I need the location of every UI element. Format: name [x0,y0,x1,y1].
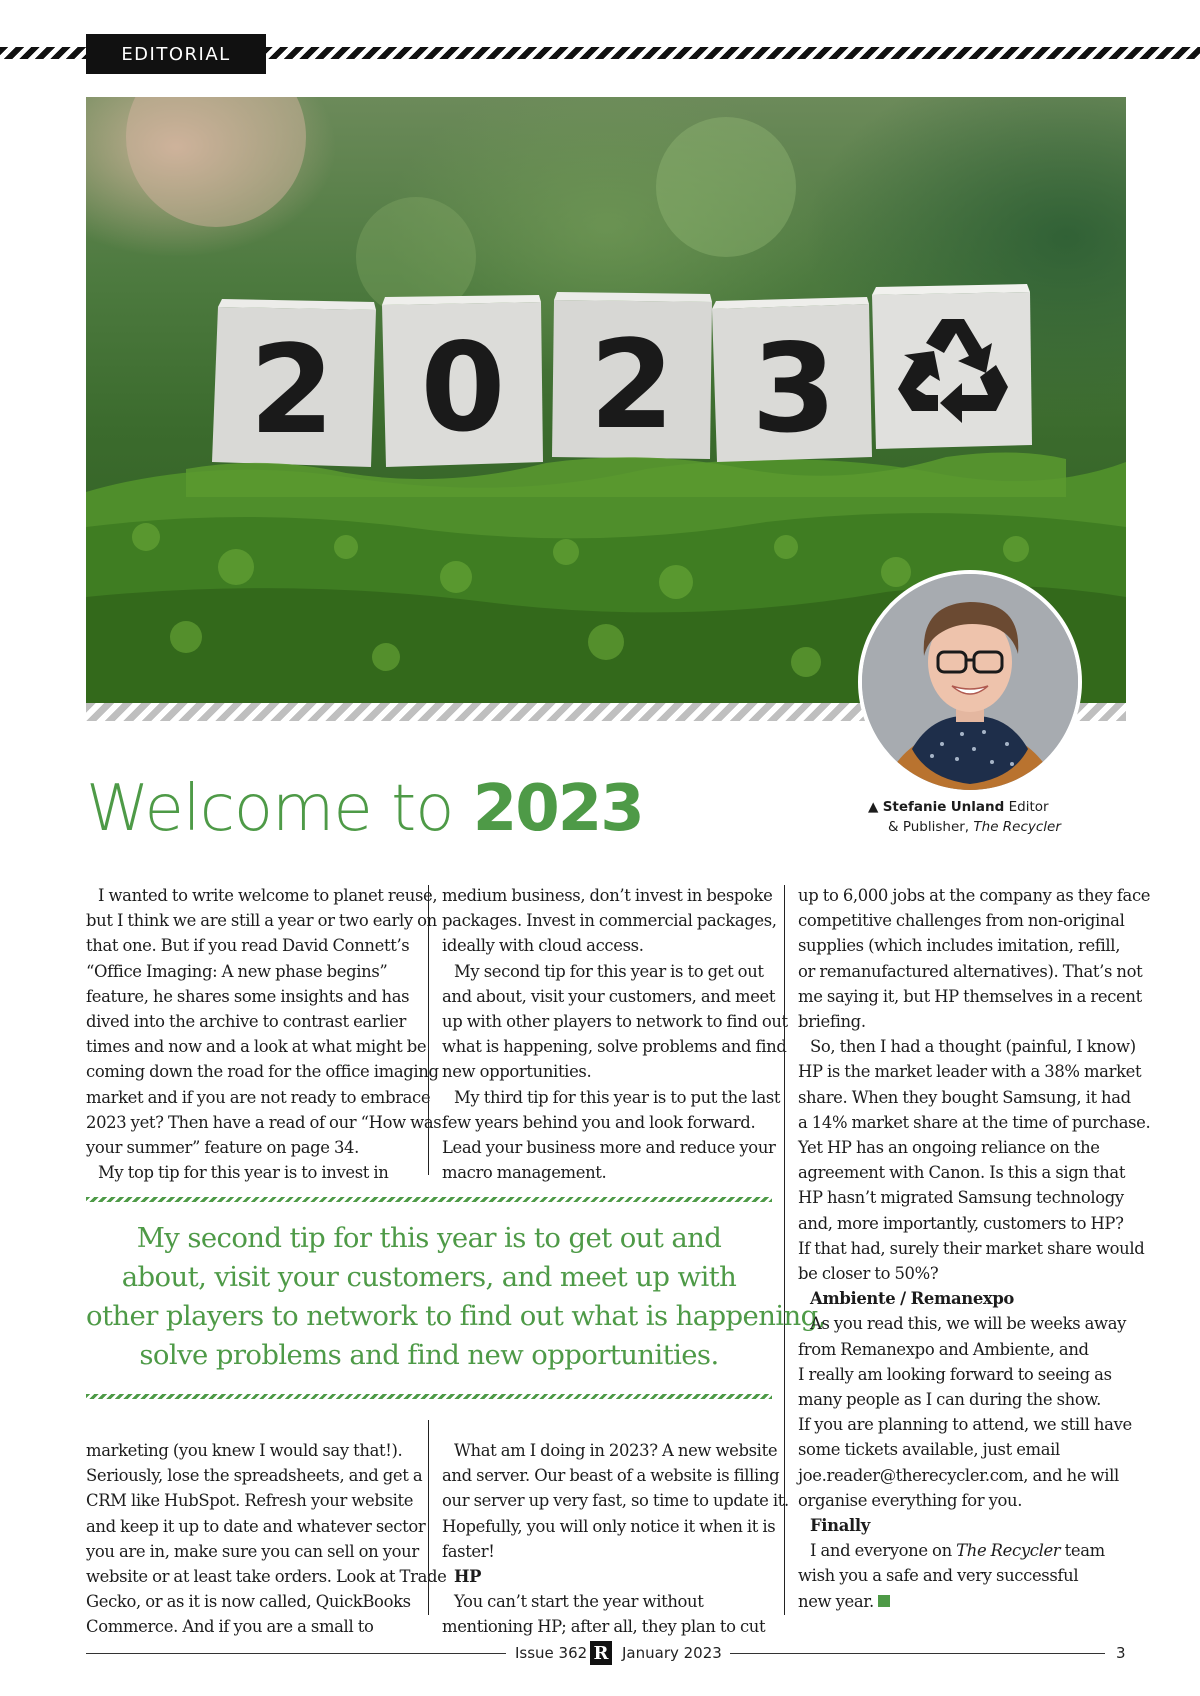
portrait-caption [868,797,1128,837]
caption-last-name: Unland [950,799,1005,815]
page-number: 3 [1116,1644,1126,1662]
text-line: 2023 yet? Then have a read of our “How was [86,1112,442,1132]
text-line: many people as I can during the show. [798,1390,1101,1410]
text-line: you are in, make sure you can sell on your [86,1541,419,1561]
text-line: competitive challenges from non-original [798,911,1125,931]
text-line: If that had, surely their market share would [798,1238,1145,1258]
text-line: supplies (which includes imitation, refill, [798,936,1121,956]
block-4 [712,297,872,462]
column-2-bottom [442,1438,789,1640]
text-fragment: team [1064,1541,1105,1561]
caption-publication: The Recycler [973,819,1061,835]
page-footer [0,1641,1200,1667]
text-line: and server. Our beast of a website is filling [442,1466,780,1486]
title-lead: Welcome to [86,772,454,846]
column-2-top [442,883,788,1185]
caption-line-2 [868,817,1128,837]
text-line: website or at least take orders. Look at Trade [86,1567,447,1587]
text-line: Seriously, lose the spreadsheets, and get a [86,1466,423,1486]
pull-quote [86,1219,826,1375]
section-tag: EDITORIAL [86,34,266,74]
text-line: Hopefully, you will only notice it when it is [442,1516,776,1536]
block-2 [382,295,543,467]
text-line: Commerce. And if you are a small to [86,1617,374,1637]
text-line: wish you a safe and very successful [798,1566,1079,1586]
text-line: packages. Invest in commercial packages, [442,911,777,931]
text-line: times and now and a look at what might be [86,1037,427,1057]
block-digit: 2 [589,314,675,456]
issue-date: January 2023 [622,1644,722,1662]
text-line: My top tip for this year is to invest in [98,1163,389,1183]
publication-name: The Recycler [956,1541,1061,1561]
title-year: 2023 [472,772,643,846]
block-5 [872,284,1032,449]
text-line: ideally with cloud access. [442,936,644,956]
text-line: I really am looking forward to seeing as [798,1364,1112,1384]
text-line: macro management. [442,1163,607,1183]
text-line: our server up very fast, so time to update it. [442,1491,789,1511]
end-mark-icon [878,1595,890,1607]
quote-line: other players to network to find out what is happening, [86,1300,826,1332]
text-line: So, then I had a thought (painful, I know) [810,1037,1136,1057]
pullquote-rule-bottom [86,1394,772,1399]
text-line: agreement with Canon. Is this a sign that [798,1163,1126,1183]
text-line: faster! [442,1541,495,1561]
page-title [86,772,643,846]
text-line: dived into the archive to contrast earlier [86,1012,406,1032]
text-fragment: I and everyone on [810,1541,952,1561]
pullquote-rule-top [86,1197,772,1202]
text-line: and, more importantly, customers to HP? [798,1213,1124,1233]
text-line: mentioning HP; after all, they plan to cut [442,1617,766,1637]
column-1-top [86,883,442,1185]
text-line: new opportunities. [442,1062,592,1082]
subheading-ambiente: Ambiente / Remanexpo [810,1289,1015,1309]
column-rule [428,1420,429,1615]
block-1 [212,299,376,467]
text-fragment: new year. [798,1591,874,1611]
text-line: What am I doing in 2023? A new website [454,1441,778,1460]
text-line: me saying it, but HP themselves in a recent [798,986,1142,1006]
text-line [798,1538,1128,1563]
text-line: what is happening, solve problems and find [442,1037,787,1057]
text-line: I wanted to write welcome to planet reuse, [98,886,438,905]
text-line: and keep it up to date and whatever sector [86,1516,426,1536]
text-line: CRM like HubSpot. Refresh your website [86,1491,414,1511]
text-line: “Office Imaging: A new phase begins” [86,961,388,981]
bokeh-light [126,97,306,227]
text-line: up to 6,000 jobs at the company as they face [798,886,1151,905]
text-line: medium business, don’t invest in bespoke [442,886,773,905]
quote-line: about, visit your customers, and meet up with [121,1261,737,1293]
text-line: coming down the road for the office imaging [86,1062,439,1082]
text-line: My third tip for this year is to put the last [454,1087,781,1107]
text-line: market and if you are not ready to embrace [86,1087,431,1107]
caption-first-name: Stefanie [882,799,947,815]
text-line: but I think we are still a year or two early on [86,911,437,931]
block-digit: 0 [420,317,506,459]
text-line: your summer” feature on page 34. [86,1138,360,1158]
text-line: My second tip for this year is to get out [454,961,764,981]
bokeh-light [656,117,796,257]
text-line: organise everything for you. [798,1490,1023,1510]
text-line: As you read this, we will be weeks away [810,1314,1127,1334]
text-line [798,1589,1128,1614]
caption-role-2: & Publisher, [888,819,970,835]
column-3 [798,883,1151,1614]
text-line: share. When they bought Samsung, it had [798,1087,1131,1107]
text-line: You can’t start the year without [454,1592,704,1612]
text-line: up with other players to network to find out [442,1012,788,1032]
text-line: some tickets available, just email [798,1440,1060,1460]
caption-role: Editor [1008,799,1049,815]
text-line: and about, visit your customers, and meet [442,986,776,1006]
text-line: Gecko, or as it is now called, QuickBooks [86,1592,411,1612]
text-line: few years behind you and look forward. [442,1112,756,1132]
caption-marker: ▲ [868,799,879,815]
issue-number: Issue 362 [515,1644,588,1662]
text-line: a 14% market share at the time of purchase. [798,1112,1151,1132]
subheading-hp: HP [454,1567,482,1587]
text-line: HP hasn’t migrated Samsung technology [798,1188,1124,1208]
text-line: Yet HP has an ongoing reliance on the [798,1138,1100,1158]
text-line: or remanufactured alternatives). That’s not [798,961,1143,981]
column-1-bottom [86,1438,447,1640]
author-portrait [858,570,1082,794]
text-line: briefing. [798,1012,866,1032]
text-line: HP is the market leader with a 38% market [798,1062,1142,1082]
text-line: that one. But if you read David Connett’s [86,936,410,956]
publication-logo-icon: R [590,1641,612,1665]
quote-line: My second tip for this year is to get out and [136,1222,722,1254]
block-3 [552,292,712,459]
email-text-line: joe.reader@therecycler.com, and he will [798,1465,1119,1485]
text-line: If you are planning to attend, we still have [798,1415,1132,1435]
subheading-finally: Finally [810,1516,870,1536]
text-line: Lead your business more and reduce your [442,1138,776,1158]
quote-line: solve problems and find new opportunities. [139,1339,719,1371]
block-digit: 2 [249,319,335,461]
text-line: feature, he shares some insights and has [86,986,410,1006]
block-digit: 3 [751,318,837,460]
text-line: from Remanexpo and Ambiente, and [798,1339,1089,1359]
text-line: marketing (you knew I would say that!). [86,1441,403,1460]
text-line: be closer to 50%? [798,1264,939,1284]
column-rule [428,885,429,1175]
